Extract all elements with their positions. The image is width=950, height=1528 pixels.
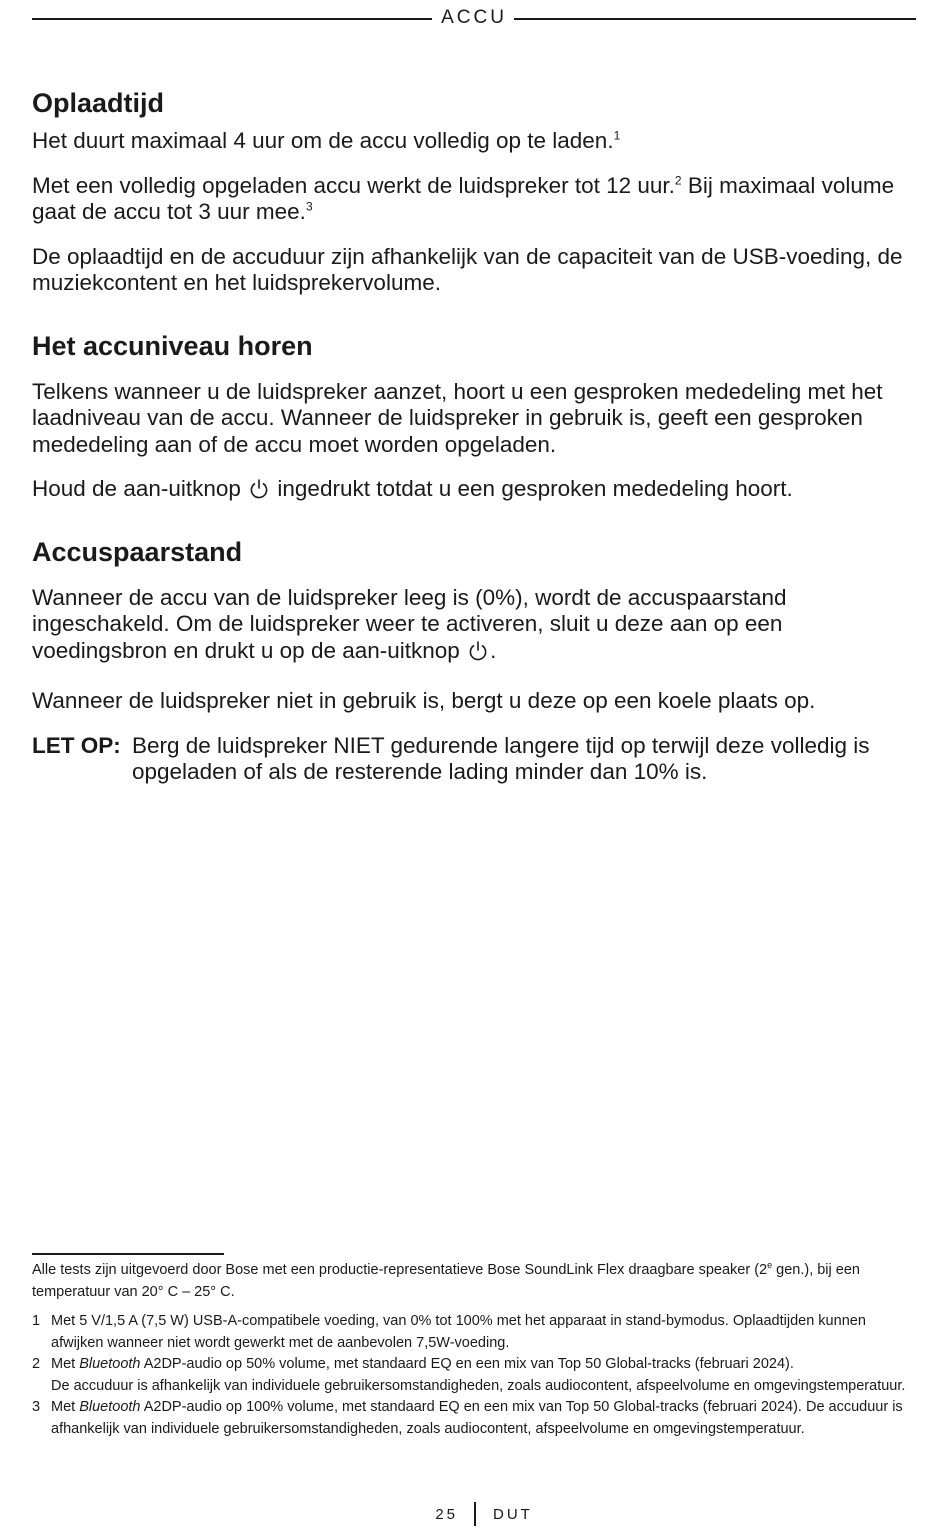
page-header [32, 6, 916, 32]
main-content [32, 84, 916, 786]
charge-paragraph-3: De oplaadtijd en de accuduur zijn afhankelijk van de capaciteit van de USB-voeding, de muziekcontent en het luidsprekervolume. [32, 243, 903, 295]
saver-paragraph-2: Wanneer de luidspreker niet in gebruik is, bergt u deze op een koele plaats op. [32, 688, 816, 713]
footnote-ref-2: 2 [674, 173, 682, 187]
level-paragraph-1: Telkens wanneer u de luidspreker aanzet, hoort u een gesproken mededeling met het laadniveau van de accu. Wanneer de luidspreker in gebruik is, geeft een gesproken mededeling aan of de accu moet worden opgeladen. [32, 378, 883, 457]
level-paragraph-2: Houd de aan-uitknop ingedrukt totdat u een gesproken mededeling hoort. [32, 476, 793, 501]
footer-separator [474, 1502, 476, 1526]
heading-battery-saver: Accuspaarstand [32, 536, 243, 567]
section-title: ACCU [441, 7, 507, 28]
power-icon [468, 640, 488, 662]
caution-note [32, 733, 916, 786]
saver-paragraph-1: Wanneer de accu van de luidspreker leeg is (0%), wordt de accuspaarstand ingeschakeld. Om de luidspreker weer te activeren, sluit u deze aan op een voedingsbron en drukt u op de aan-uitknop . [32, 584, 787, 663]
language-code: DUT [493, 1506, 533, 1523]
charge-paragraph-1: Het duurt maximaal 4 uur om de accu volledig op te laden.$^1$ [32, 128, 621, 153]
page-number: 25 [435, 1506, 458, 1523]
footnote-divider [32, 1253, 224, 1255]
footnote-2: 2 Met Bluetooth A2DP-audio op 50% volume, met standaard EQ en een mix van Top 50 Global-tracks (februari 2024). De accuduur is afhankelijk van individuele gebruikersomstandigheden, zoals audiocontent, afspeelvolume en omgevingstemperatuur. [32, 1356, 906, 1394]
footnote-3: 3 Met Bluetooth A2DP-audio op 100% volume, met standaard EQ en een mix van Top 50 Global-tracks (februari 2024). De accuduur is afhankelijk van individuele gebruikersomstandigheden, zoals audiocontent, afspeelvolume en omgevingstemperatuur. [32, 1399, 903, 1437]
power-icon [249, 478, 269, 500]
footnote-1: 1 Met 5 V/1,5 A (7,5 W) USB-A-compatibele voeding, van 0% tot 100% met het apparaat in stand-bymodus. Oplaadtijden kunnen afwijken wanneer niet wordt gewerkt met de aanbevolen 7,5W-voeding. [32, 1313, 866, 1351]
header-rule-right [514, 18, 916, 20]
page-footer [0, 1502, 950, 1528]
footnotes [32, 1260, 916, 1440]
footnote-ref-1: 1 [613, 128, 621, 143]
footnote-ref-3: 3 [305, 199, 313, 214]
caution-text: Berg de luidspreker NIET gedurende langere tijd op terwijl deze volledig is opgeladen of als de resterende lading minder dan 10% is. [132, 732, 870, 784]
charge-paragraph-2: Met een volledig opgeladen accu werkt de luidspreker tot 12 uur.$^2$ Bij maximaal volume gaat de accu tot 3 uur mee.$^3$ [32, 172, 895, 224]
caution-label: LET OP: [32, 732, 121, 758]
footnote-intro: Alle tests zijn uitgevoerd door Bose met een productie-representatieve Bose SoundLink Flex draagbare speaker (2e gen.), bij een temperatuur van 20° C – 25° C. [32, 1260, 860, 1300]
heading-battery-level: Het accuniveau horen [32, 330, 313, 361]
heading-charge-time: Oplaadtijd [32, 88, 165, 118]
